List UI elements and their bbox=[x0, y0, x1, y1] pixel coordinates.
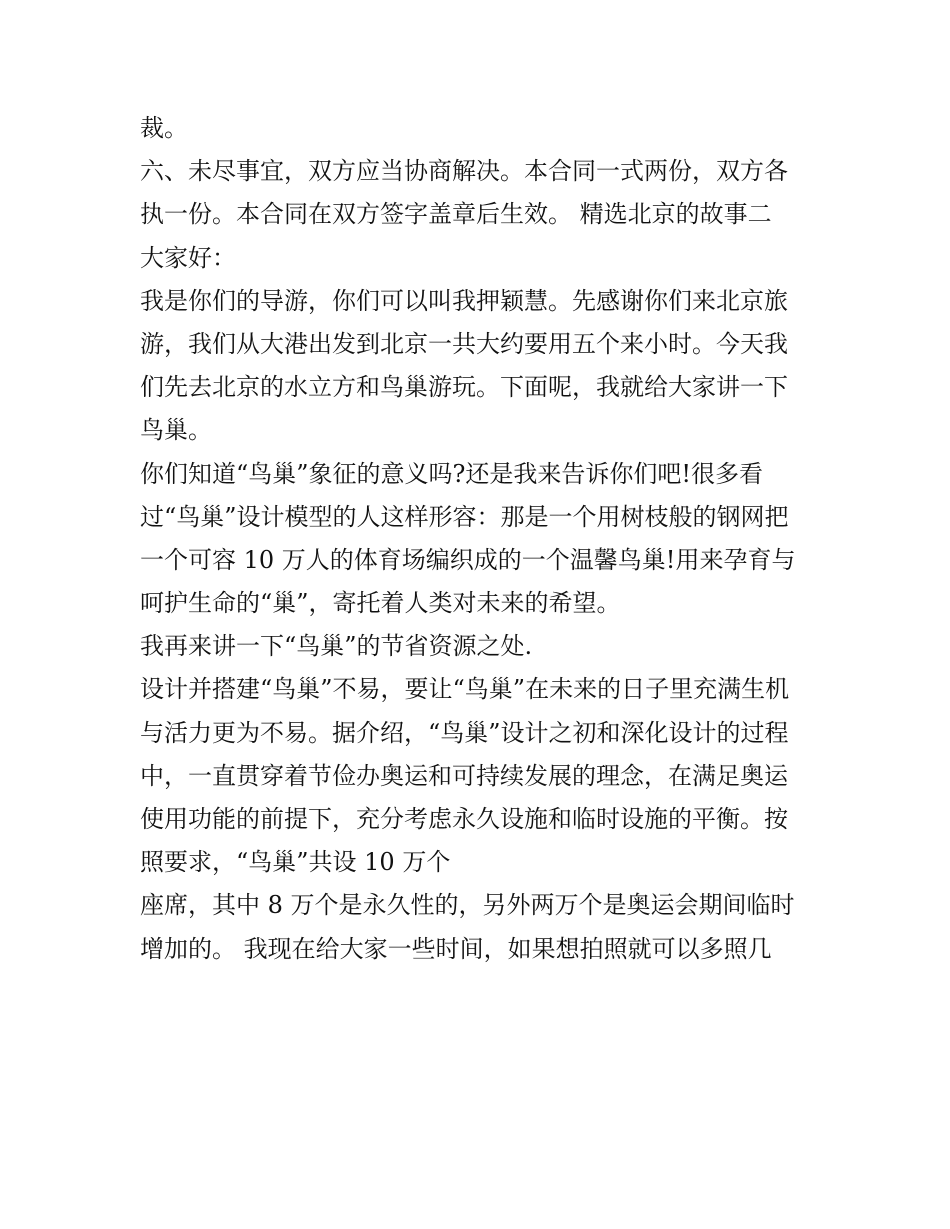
text-line: 游，我们从大港出发到北京一共大约要用五个来小时。今天我 bbox=[140, 329, 788, 358]
text-line: 你们知道“鸟巢”象征的意义吗?还是我来告诉你们吧!很多看 bbox=[140, 459, 764, 488]
text-line: 使用功能的前提下，充分考虑永久设施和临时设施的平衡。按 bbox=[140, 805, 788, 833]
text-line: 裁。 bbox=[140, 114, 188, 142]
text-line: 们先去北京的水立方和鸟巢游玩。下面呢，我就给大家讲一下 bbox=[140, 373, 788, 402]
text-line: 增加的。 我现在给大家一些时间，如果想拍照就可以多照几 bbox=[140, 934, 772, 963]
text-line: 执一份。本合同在双方签字盖章后生效。 精选北京的故事二 bbox=[140, 200, 772, 229]
text-line: 呵护生命的“巢”，寄托着人类对未来的希望。 bbox=[140, 589, 621, 618]
text-line: 座席，其中 8 万个是永久性的，另外两万个是奥运会期间临时 bbox=[140, 891, 795, 920]
text-line: 大家好： bbox=[140, 243, 236, 272]
text-line: 过“鸟巢”设计模型的人这样形容：那是一个用树枝般的钢网把 bbox=[140, 502, 789, 531]
text-line: 与活力更为不易。据介绍，“鸟巢”设计之初和深化设计的过程 bbox=[140, 718, 789, 747]
text-line: 鸟巢。 bbox=[140, 416, 212, 445]
text-line: 中，一直贯穿着节俭办奥运和可持续发展的理念，在满足奥运 bbox=[140, 761, 788, 790]
text-line: 我再来讲一下“鸟巢”的节省资源之处. bbox=[140, 632, 533, 661]
text-line: 我是你们的导游，你们可以叫我押颖慧。先感谢你们来北京旅 bbox=[140, 286, 788, 315]
document-body bbox=[140, 107, 820, 971]
text-line: 照要求，“鸟巢”共设 10 万个 bbox=[140, 848, 451, 877]
text-line: 设计并搭建“鸟巢”不易，要让“鸟巢”在未来的日子里充满生机 bbox=[140, 675, 790, 704]
text-line: 一个可容 10 万人的体育场编织成的一个温馨鸟巢!用来孕育与 bbox=[140, 545, 796, 574]
text-line: 六、未尽事宜，双方应当协商解决。本合同一式两份，双方各 bbox=[140, 157, 788, 186]
